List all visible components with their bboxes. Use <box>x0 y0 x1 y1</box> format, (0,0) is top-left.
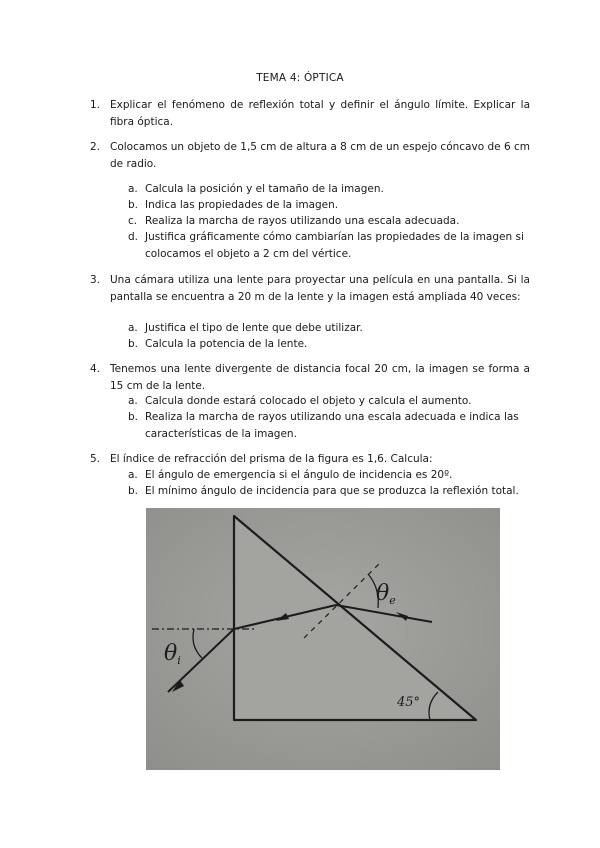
question-text: Una cámara utiliza una lente para proyectar una película en una pantalla. Si la pantalla se encuentra a 20 m de la lente y la imagen está ampliada 40 veces: <box>110 274 530 303</box>
subitem-2a <box>128 181 528 198</box>
subitem-letter: a. <box>128 395 138 407</box>
page-title: TEMA 4: ÓPTICA <box>256 72 344 84</box>
question-number: 1. <box>90 99 101 111</box>
subitem-text: Justifica gráficamente cómo cambiarían las propiedades de la imagen si colocamos el objeto a 2 cm del vértice. <box>145 231 524 260</box>
subitem-letter: b. <box>128 338 139 350</box>
subitem-2d <box>128 229 528 262</box>
subitem-2b <box>128 197 528 214</box>
question-number: 4. <box>90 363 101 375</box>
subitem-2c <box>128 213 528 230</box>
subitem-text: Calcula la potencia de la lente. <box>145 338 308 350</box>
subitem-5b <box>128 483 528 500</box>
subitem-text: Indica las propiedades de la imagen. <box>145 199 339 211</box>
emergence-angle-label: θ <box>376 581 390 606</box>
prism-figure <box>146 508 500 770</box>
subitem-text: Justifica el tipo de lente que debe utilizar. <box>145 322 363 334</box>
subitem-3a <box>128 320 528 337</box>
subitem-letter: c. <box>128 215 138 227</box>
question-number: 3. <box>90 274 101 286</box>
subitem-text: El mínimo ángulo de incidencia para que se produzca la reflexión total. <box>145 485 519 497</box>
subitem-5a <box>128 467 528 484</box>
question-text: Tenemos una lente divergente de distancia focal 20 cm, la imagen se forma a 15 cm de la lente. <box>110 363 530 392</box>
question-4 <box>90 361 530 394</box>
subitem-letter: b. <box>128 199 139 211</box>
question-text: El índice de refracción del prisma de la figura es 1,6. Calcula: <box>110 453 433 465</box>
question-number: 5. <box>90 453 101 465</box>
prism-angle-label: 45° <box>397 695 421 710</box>
subitem-text: Calcula la posición y el tamaño de la imagen. <box>145 183 384 195</box>
question-text: Colocamos un objeto de 1,5 cm de altura a 8 cm de un espejo cóncavo de 6 cm de radio. <box>110 141 530 170</box>
subitem-letter: d. <box>128 231 139 243</box>
question-1 <box>90 97 530 130</box>
question-text: Explicar el fenómeno de reflexión total y definir el ángulo límite. Explicar la fibra óptica. <box>110 99 530 128</box>
incidence-angle-subscript: i <box>177 654 181 667</box>
question-5 <box>90 451 530 468</box>
subitem-letter: a. <box>128 322 138 334</box>
subitem-text: Realiza la marcha de rayos utilizando una escala adecuada. <box>145 215 460 227</box>
question-2 <box>90 139 530 172</box>
subitem-text: Realiza la marcha de rayos utilizando una escala adecuada e indica las características de la imagen. <box>145 411 519 440</box>
subitem-letter: a. <box>128 469 138 481</box>
subitem-4b <box>128 409 528 442</box>
subitem-letter: a. <box>128 183 138 195</box>
subitem-4a <box>128 393 528 410</box>
question-3 <box>90 272 530 305</box>
subitem-text: El ángulo de emergencia si el ángulo de incidencia es 20º. <box>145 469 453 481</box>
subitem-3b <box>128 336 528 353</box>
subitem-letter: b. <box>128 485 139 497</box>
subitem-letter: b. <box>128 411 139 423</box>
prism-diagram <box>146 508 500 770</box>
incidence-angle-label: θ <box>164 641 178 666</box>
emergence-angle-subscript: e <box>389 594 396 607</box>
subitem-text: Calcula donde estará colocado el objeto y calcula el aumento. <box>145 395 472 407</box>
question-number: 2. <box>90 141 101 153</box>
